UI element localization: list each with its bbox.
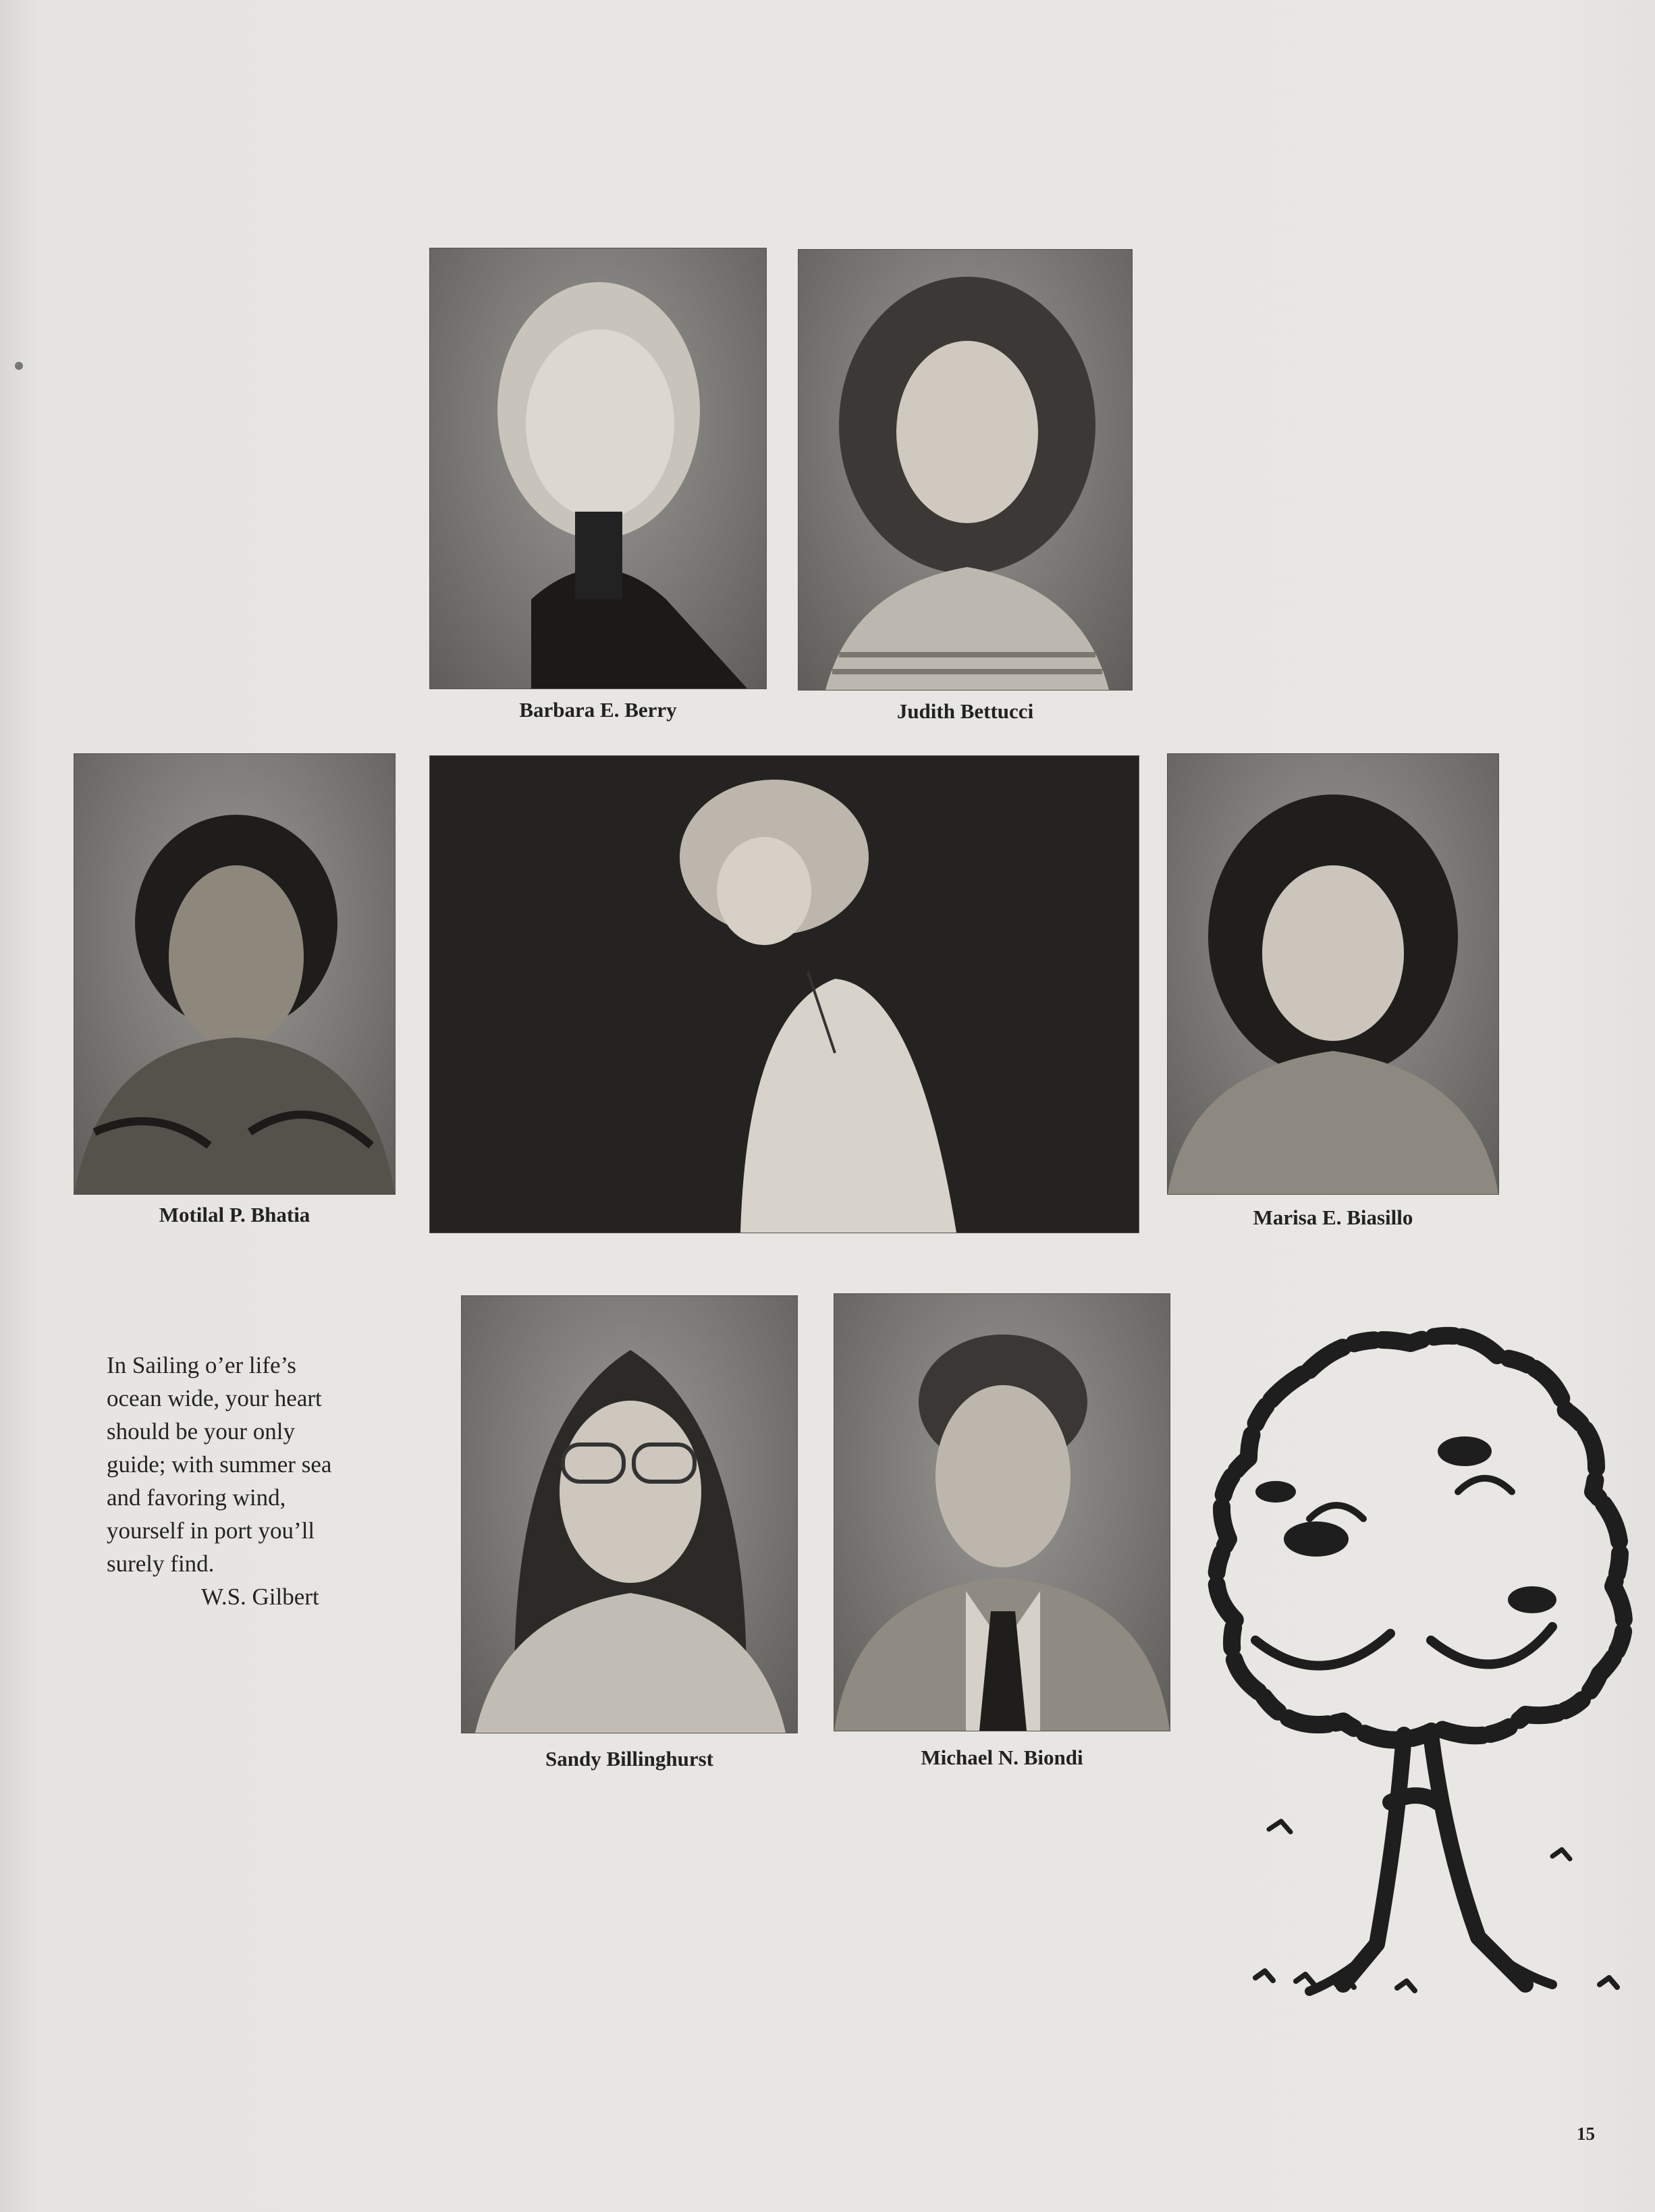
tree-illustration (1174, 1316, 1655, 2018)
page-number: 15 (1577, 2124, 1595, 2144)
paper-speck (15, 362, 23, 370)
poem-quote (107, 1349, 390, 1613)
poem-line: surely find. (107, 1550, 215, 1577)
caption-barbara-berry: Barbara E. Berry (519, 698, 677, 722)
caption-sandy-billinghurst: Sandy Billinghurst (545, 1747, 713, 1771)
candid-photo-center (430, 756, 1139, 1233)
poem-line: In Sailing o’er life’s (107, 1352, 296, 1378)
poem-line: and favoring wind, (107, 1484, 286, 1511)
portrait-photo-judith-bettucci (798, 250, 1132, 690)
poem-line: yourself in port you’ll (107, 1517, 315, 1544)
caption-judith-bettucci: Judith Bettucci (896, 699, 1034, 723)
portrait-photo-michael-biondi (834, 1294, 1170, 1731)
portrait-photo-sandy-billinghurst (462, 1296, 797, 1733)
caption-marisa-biasillo: Marisa E. Biasillo (1253, 1206, 1413, 1229)
caption-motilal-bhatia: Motilal P. Bhatia (159, 1203, 310, 1226)
portrait-photo-marisa-biasillo (1168, 754, 1498, 1194)
poem-line: ocean wide, your heart (107, 1385, 322, 1411)
poem-author: W.S. Gilbert (201, 1584, 319, 1610)
caption-michael-biondi: Michael N. Biondi (921, 1746, 1083, 1769)
poem-line: guide; with summer sea (107, 1451, 332, 1478)
portrait-photo-barbara-berry (430, 248, 766, 689)
poem-line: should be your only (107, 1418, 296, 1445)
portrait-photo-motilal-bhatia (74, 754, 395, 1194)
